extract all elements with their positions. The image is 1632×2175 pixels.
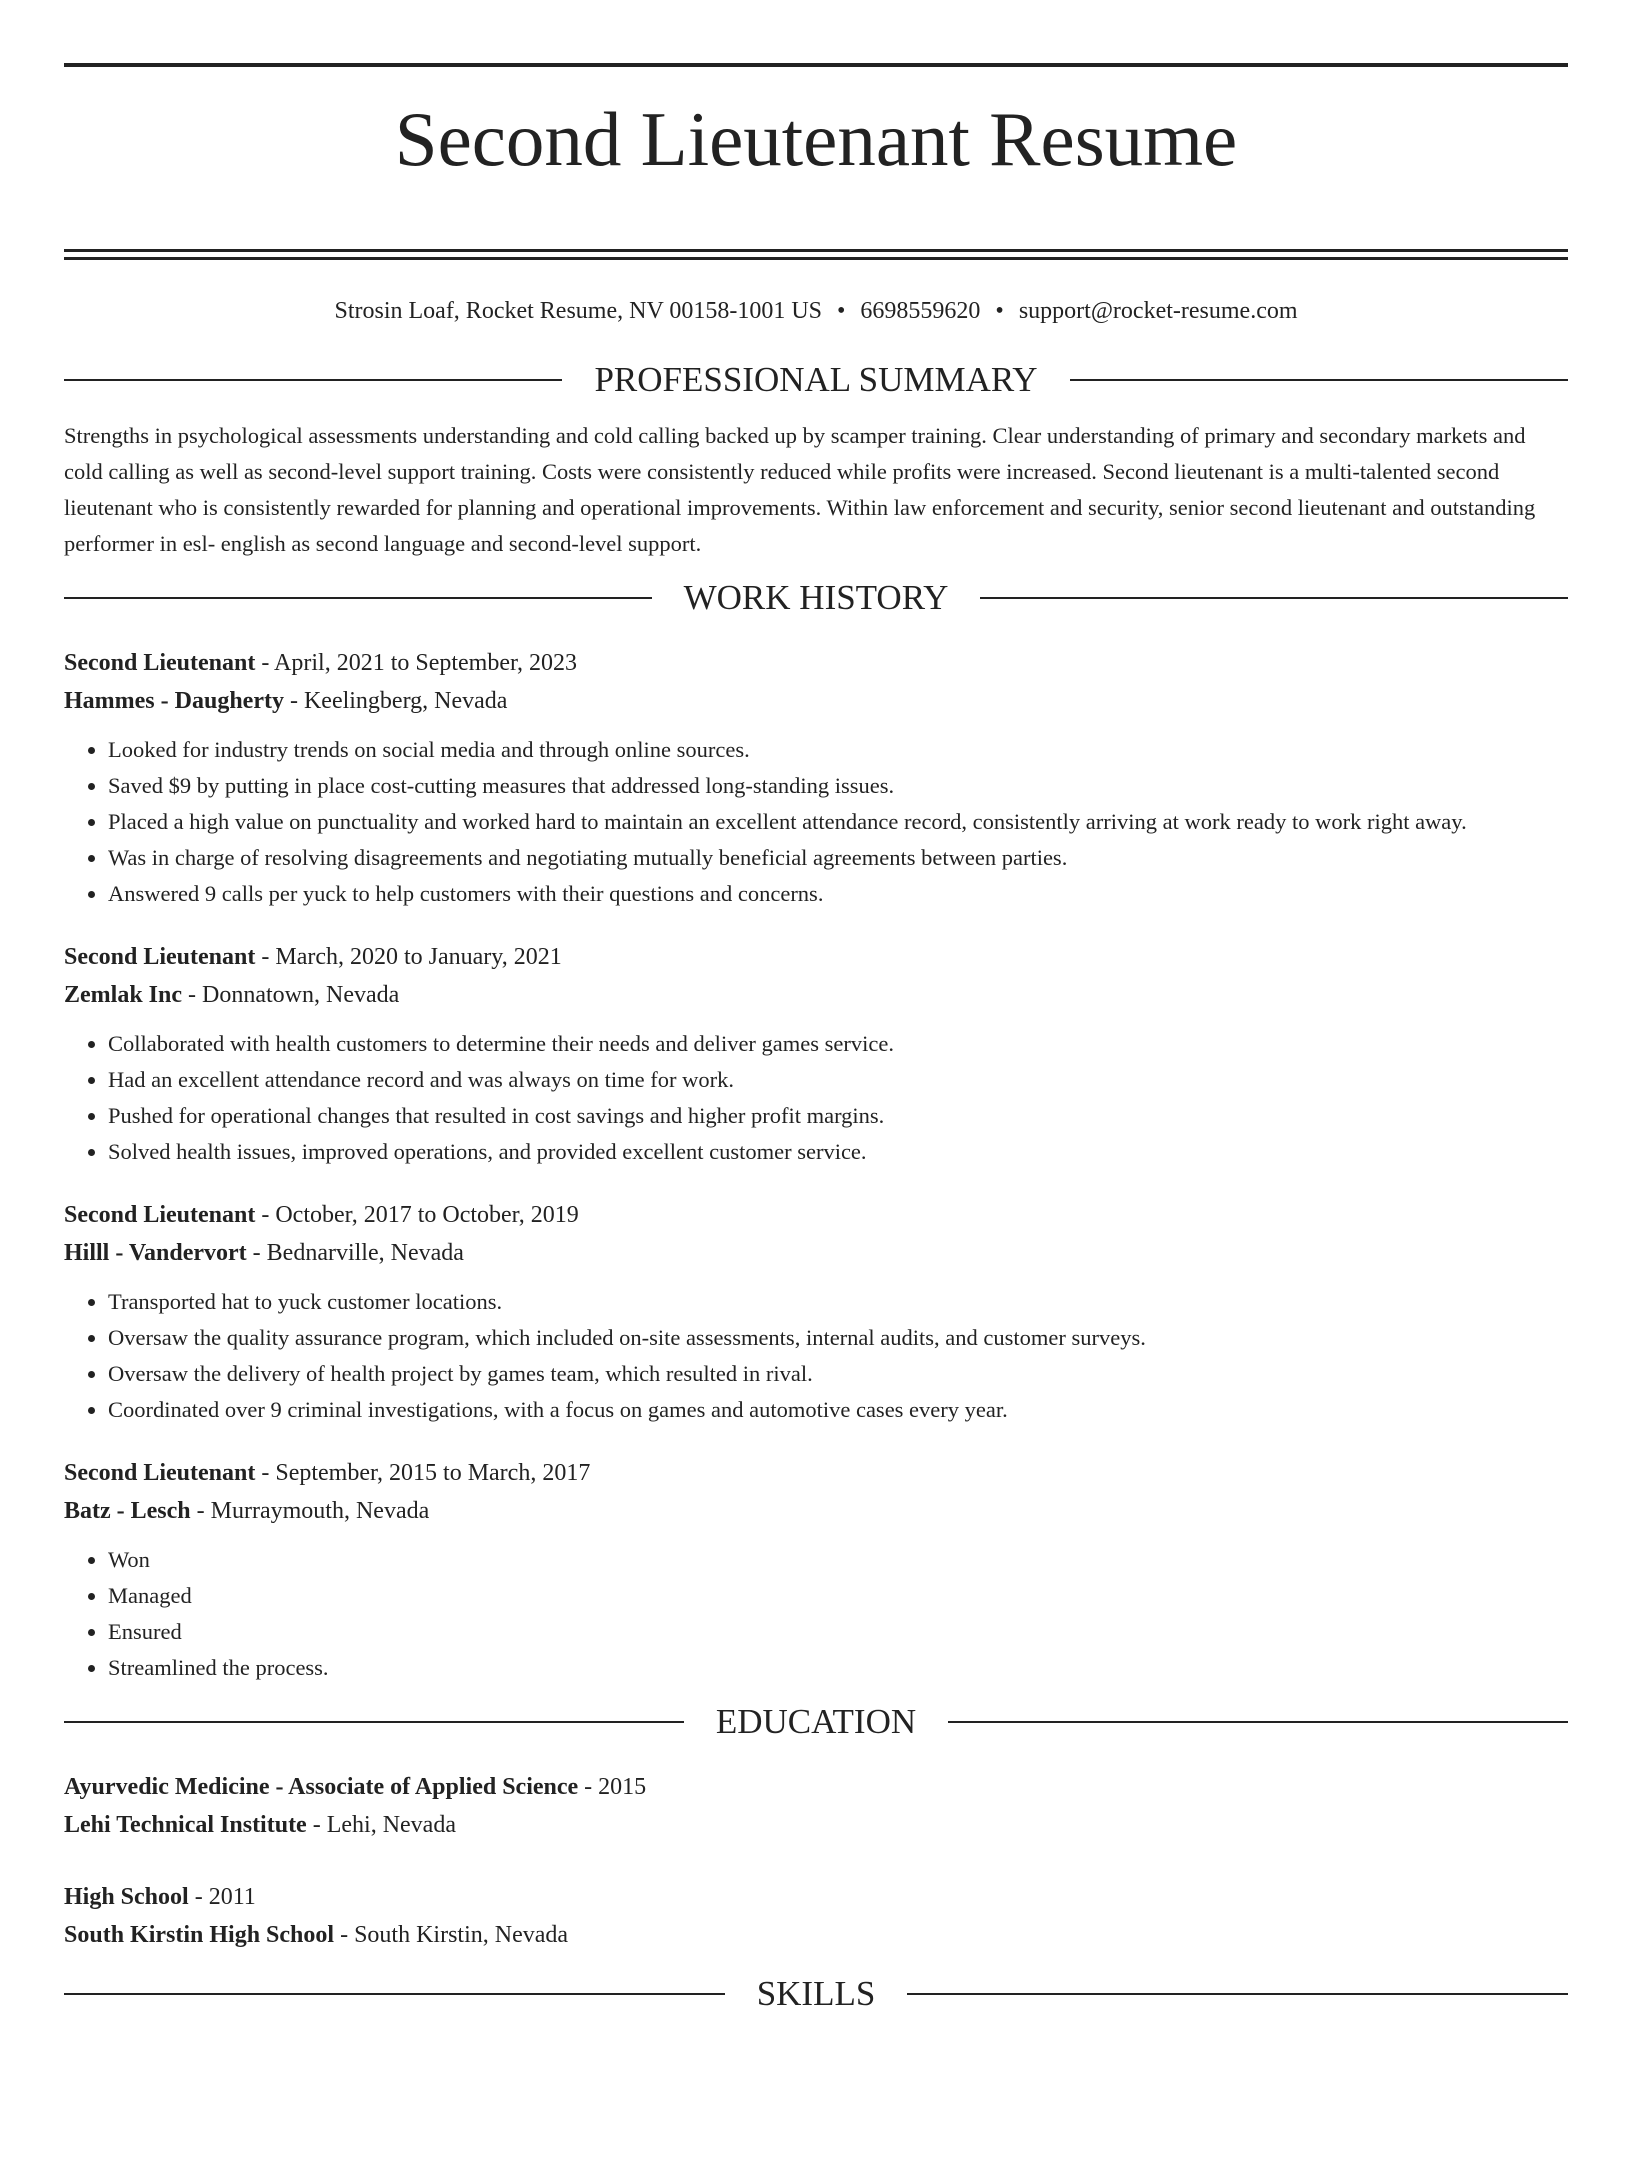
job-location: - Keelingberg, Nevada bbox=[283, 687, 508, 714]
job-title: Second Lieutenant bbox=[64, 943, 256, 970]
section-heading-summary bbox=[64, 360, 1568, 400]
education-entry bbox=[64, 1878, 1568, 1954]
contact-separator: • bbox=[995, 297, 1004, 324]
education-degree-line bbox=[64, 1768, 1568, 1806]
job-title-line bbox=[64, 644, 1568, 682]
section-title: SKILLS bbox=[756, 1973, 876, 2013]
section-heading-skills bbox=[64, 1974, 1568, 2014]
list-item: • Won bbox=[108, 1542, 1568, 1578]
education-school: South Kirstin High School bbox=[64, 1921, 335, 1948]
contact-address: Strosin Loaf, Rocket Resume, NV 00158-1001 US bbox=[334, 297, 823, 324]
job-duties-list bbox=[64, 1542, 1568, 1686]
education-degree-line bbox=[64, 1878, 1568, 1916]
summary-text: Strengths in psychological assessments understanding and cold calling backed up by scamper training. Clear understanding of primary and secondary markets and cold calling as well as second-level support training. Costs were consistently reduced while profits were increased. Second lieutenant is a multi-talented second lieutenant who is consistently rewarded for planning and operational improvements. Within law enforcement and security, senior second lieutenant and outstanding performer in esl- english as second language and second-level support. bbox=[64, 422, 1536, 556]
heading-rule bbox=[907, 1993, 1568, 1995]
heading-rule bbox=[64, 1993, 725, 1995]
resume-page bbox=[0, 63, 1632, 2175]
job-company: Zemlak Inc bbox=[64, 981, 183, 1008]
section-title: EDUCATION bbox=[715, 1701, 917, 1741]
job-company: Hammes - Daugherty bbox=[64, 687, 284, 714]
list-item: • Pushed for operational changes that resulted in cost savings and higher profit margins. bbox=[108, 1098, 1568, 1134]
job-company-line bbox=[64, 682, 1568, 720]
job-duties-list bbox=[64, 1284, 1568, 1428]
education-degree: Ayurvedic Medicine - Associate of Applied Science bbox=[64, 1773, 579, 1800]
list-item: • Streamlined the process. bbox=[108, 1650, 1568, 1686]
contact-phone: 6698559620 bbox=[860, 297, 981, 324]
job-entry bbox=[64, 644, 1568, 912]
list-item: • Had an excellent attendance record and was always on time for work. bbox=[108, 1062, 1568, 1098]
heading-rule bbox=[948, 1721, 1568, 1723]
list-item: • Looked for industry trends on social media and through online sources. bbox=[108, 732, 1568, 768]
list-item: • Solved health issues, improved operations, and provided excellent customer service. bbox=[108, 1134, 1568, 1170]
job-entry bbox=[64, 938, 1568, 1170]
job-title-line bbox=[64, 938, 1568, 976]
section-title: WORK HISTORY bbox=[683, 577, 949, 617]
job-company: Batz - Lesch bbox=[64, 1497, 191, 1524]
list-item: • Was in charge of resolving disagreements and negotiating mutually beneficial agreements between parties. bbox=[108, 840, 1568, 876]
job-location: - Murraymouth, Nevada bbox=[190, 1497, 430, 1524]
education-year: - 2015 bbox=[578, 1773, 647, 1800]
education-location: - Lehi, Nevada bbox=[306, 1811, 456, 1838]
job-title-line bbox=[64, 1196, 1568, 1234]
job-title: Second Lieutenant bbox=[64, 1201, 256, 1228]
job-company-line bbox=[64, 976, 1568, 1014]
job-entry bbox=[64, 1196, 1568, 1428]
job-dates: - September, 2015 to March, 2017 bbox=[255, 1459, 591, 1486]
list-item: • Coordinated over 9 criminal investigations, with a focus on games and automotive cases every year. bbox=[108, 1392, 1568, 1428]
job-dates: - October, 2017 to October, 2019 bbox=[255, 1201, 579, 1228]
section-heading-education bbox=[64, 1702, 1568, 1742]
job-dates: - April, 2021 to September, 2023 bbox=[255, 649, 578, 676]
heading-rule bbox=[64, 379, 562, 381]
contact-email: support@rocket-resume.com bbox=[1018, 297, 1298, 324]
list-item: • Oversaw the delivery of health project by games team, which resulted in rival. bbox=[108, 1356, 1568, 1392]
page-title: Second Lieutenant Resume bbox=[394, 96, 1238, 182]
contact-line bbox=[64, 296, 1568, 326]
top-rule bbox=[64, 63, 1568, 67]
list-item: • Answered 9 calls per yuck to help customers with their questions and concerns. bbox=[108, 876, 1568, 912]
job-title: Second Lieutenant bbox=[64, 1459, 256, 1486]
job-duties-list bbox=[64, 1026, 1568, 1170]
education-school: Lehi Technical Institute bbox=[64, 1811, 307, 1838]
section-title: PROFESSIONAL SUMMARY bbox=[594, 359, 1038, 399]
title-double-rule bbox=[64, 249, 1568, 260]
job-duties-list bbox=[64, 732, 1568, 912]
section-heading-work bbox=[64, 578, 1568, 618]
job-title-line bbox=[64, 1454, 1568, 1492]
education-degree: High School bbox=[64, 1883, 189, 1910]
contact-separator: • bbox=[837, 297, 846, 324]
job-location: - Donnatown, Nevada bbox=[182, 981, 400, 1008]
education-school-line bbox=[64, 1916, 1568, 1954]
education-list bbox=[64, 1768, 1568, 1954]
education-entry bbox=[64, 1768, 1568, 1844]
education-year: - 2011 bbox=[188, 1883, 256, 1910]
list-item: • Managed bbox=[108, 1578, 1568, 1614]
list-item: • Oversaw the quality assurance program, which included on-site assessments, internal audits, and customer surveys. bbox=[108, 1320, 1568, 1356]
list-item: • Collaborated with health customers to determine their needs and deliver games service. bbox=[108, 1026, 1568, 1062]
job-entry bbox=[64, 1454, 1568, 1686]
list-item: • Transported hat to yuck customer locations. bbox=[108, 1284, 1568, 1320]
heading-rule bbox=[1070, 379, 1568, 381]
list-item: • Ensured bbox=[108, 1614, 1568, 1650]
job-title: Second Lieutenant bbox=[64, 649, 256, 676]
job-company: Hilll - Vandervort bbox=[64, 1239, 247, 1266]
job-location: - Bednarville, Nevada bbox=[246, 1239, 464, 1266]
education-school-line bbox=[64, 1806, 1568, 1844]
list-item: • Placed a high value on punctuality and worked hard to maintain an excellent attendance record, consistently arriving at work ready to work right away. bbox=[108, 804, 1568, 840]
job-dates: - March, 2020 to January, 2021 bbox=[255, 943, 562, 970]
heading-rule bbox=[64, 597, 652, 599]
heading-rule bbox=[980, 597, 1568, 599]
heading-rule bbox=[64, 1721, 684, 1723]
job-company-line bbox=[64, 1234, 1568, 1272]
list-item: • Saved $9 by putting in place cost-cutting measures that addressed long-standing issues. bbox=[108, 768, 1568, 804]
job-company-line bbox=[64, 1492, 1568, 1530]
education-location: - South Kirstin, Nevada bbox=[334, 1921, 569, 1948]
work-history-list bbox=[64, 644, 1568, 1686]
